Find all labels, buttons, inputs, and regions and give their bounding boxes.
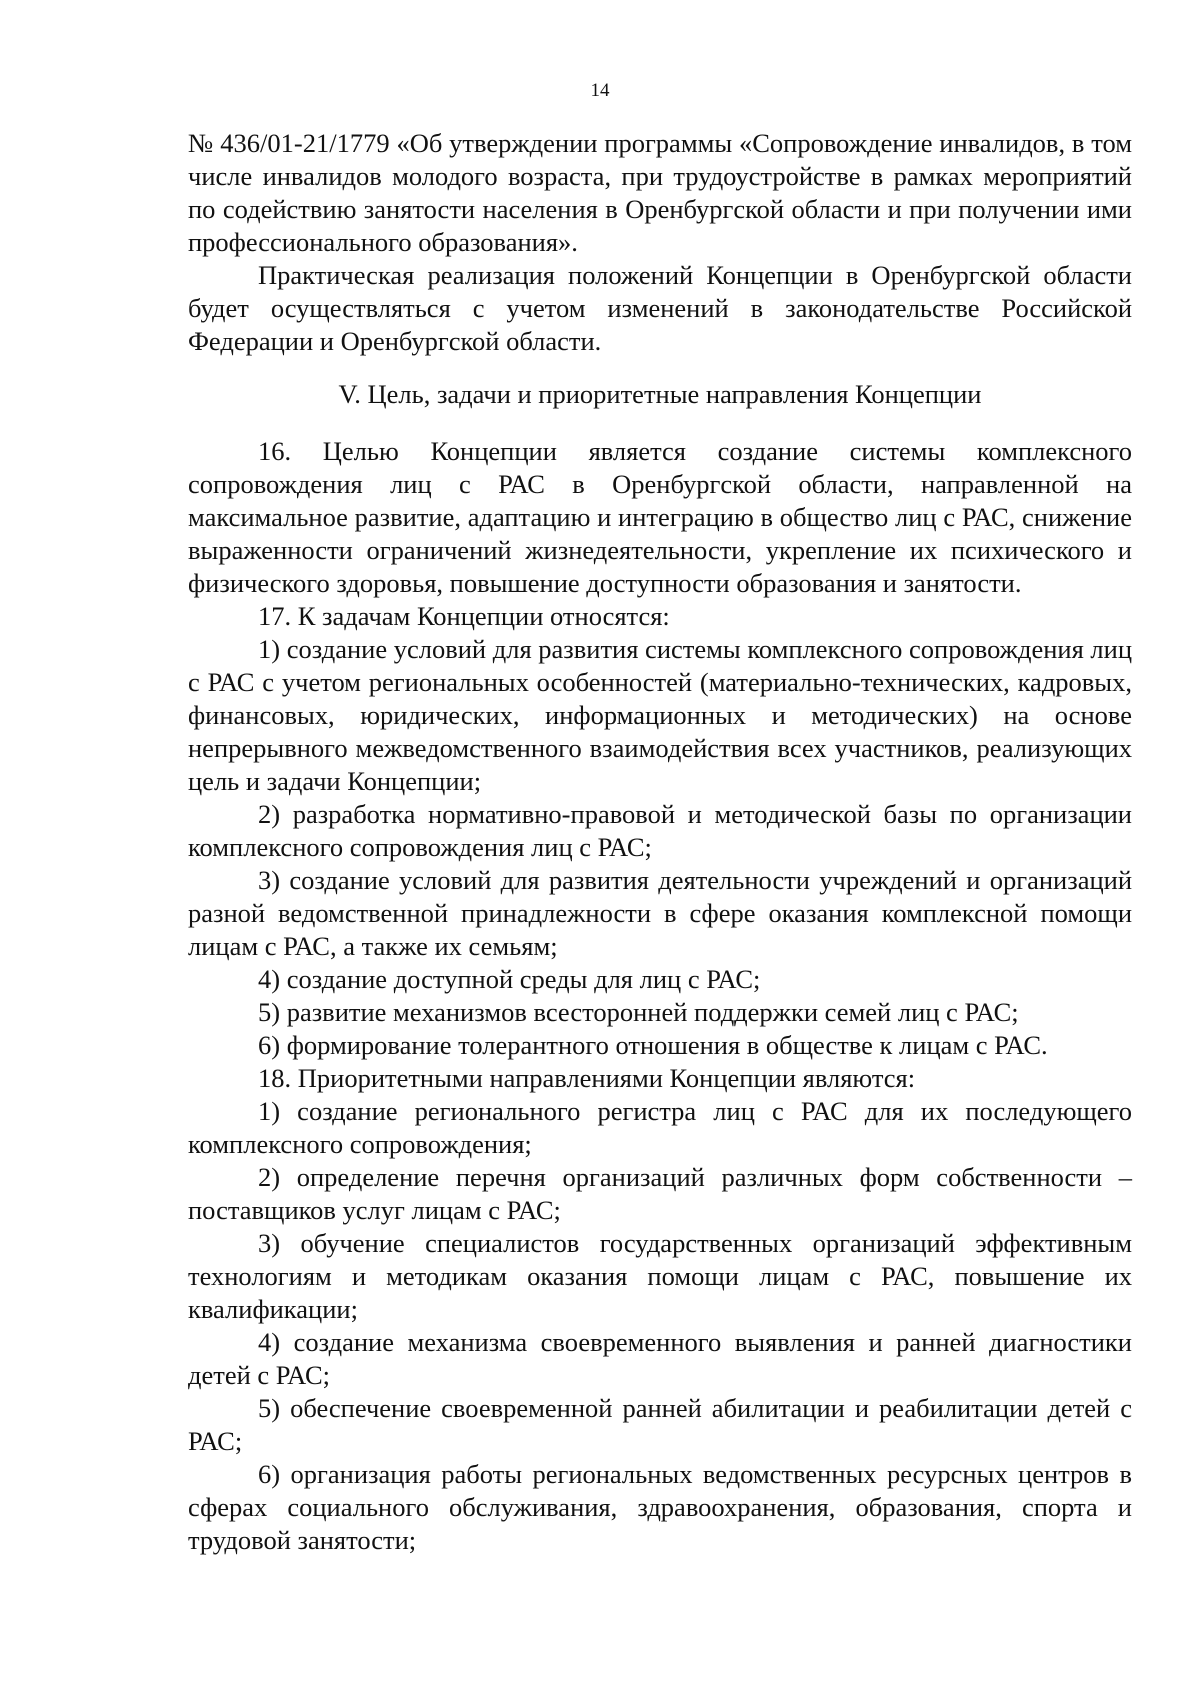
task-item-4: 4) создание доступной среды для лиц с РАС; bbox=[258, 964, 761, 994]
priority-item-5: 5) обеспечение своевременной ранней абилитации и реабилитации детей с РАС; bbox=[188, 1393, 1132, 1456]
paragraph-practical-implementation: Практическая реализация положений Концепции в Оренбургской области будет осуществляться с учетом изменений в законодательстве Российской Федерации и Оренбургской области. bbox=[188, 260, 1132, 356]
priority-item-2: 2) определение перечня организаций различных форм собственности – поставщиков услуг лицам с РАС; bbox=[188, 1162, 1132, 1225]
task-item-3: 3) создание условий для развития деятельности учреждений и организаций разной ведомственной принадлежности в сфере оказания комплексной помощи лицам с РАС, а также их семьям; bbox=[188, 865, 1132, 961]
priority-item-6: 6) организация работы региональных ведомственных ресурсных центров в сферах социального обслуживания, здравоохранения, образования, спорта и трудовой занятости; bbox=[188, 1459, 1132, 1555]
paragraph-item-16: 16. Целью Концепции является создание системы комплексного сопровождения лиц с РАС в Оренбургской области, направленной на максимальное развитие, адаптацию и интеграцию в общество лиц с РАС, снижение выраженности ограничений жизнедеятельности, укрепление их психического и физического здоровья, повышение доступности образования и занятости. bbox=[188, 436, 1132, 598]
task-item-6: 6) формирование толерантного отношения в обществе к лицам с РАС. bbox=[258, 1030, 1048, 1060]
task-item-1: 1) создание условий для развития системы комплексного сопровождения лиц с РАС с учетом региональных особенностей (материально-технических, кадровых, финансовых, юридических, информационных и методических) на основе непрерывного межведомственного взаимодействия всех участников, реализующих цель и задачи Концепции; bbox=[188, 634, 1132, 796]
task-item-5: 5) развитие механизмов всесторонней поддержки семей лиц с РАС; bbox=[258, 997, 1019, 1027]
paragraph-item-18: 18. Приоритетными направлениями Концепции являются: bbox=[258, 1063, 916, 1093]
priority-item-1: 1) создание регионального регистра лиц с РАС для их последующего комплексного сопровождения; bbox=[188, 1096, 1132, 1159]
priority-item-3: 3) обучение специалистов государственных организаций эффективным технологиям и методикам оказания помощи лицам с РАС, повышение их квалификации; bbox=[188, 1228, 1132, 1324]
document-body bbox=[188, 127, 1132, 1557]
paragraph-decree-reference: № 436/01-21/1779 «Об утверждении программы «Сопровождение инвалидов, в том числе инвалидов молодого возраста, при трудоустройстве в рамках мероприятий по содействию занятости населения в Оренбургской области и при получении ими профессионального образования». bbox=[188, 128, 1132, 257]
paragraph-item-17: 17. К задачам Концепции относятся: bbox=[258, 601, 670, 631]
page-number: 14 bbox=[590, 80, 610, 101]
task-item-2: 2) разработка нормативно-правовой и методической базы по организации комплексного сопровождения лиц с РАС; bbox=[188, 799, 1132, 862]
section-heading: V. Цель, задачи и приоритетные направления Концепции bbox=[338, 379, 982, 409]
priority-item-4: 4) создание механизма своевременного выявления и ранней диагностики детей с РАС; bbox=[188, 1327, 1132, 1390]
